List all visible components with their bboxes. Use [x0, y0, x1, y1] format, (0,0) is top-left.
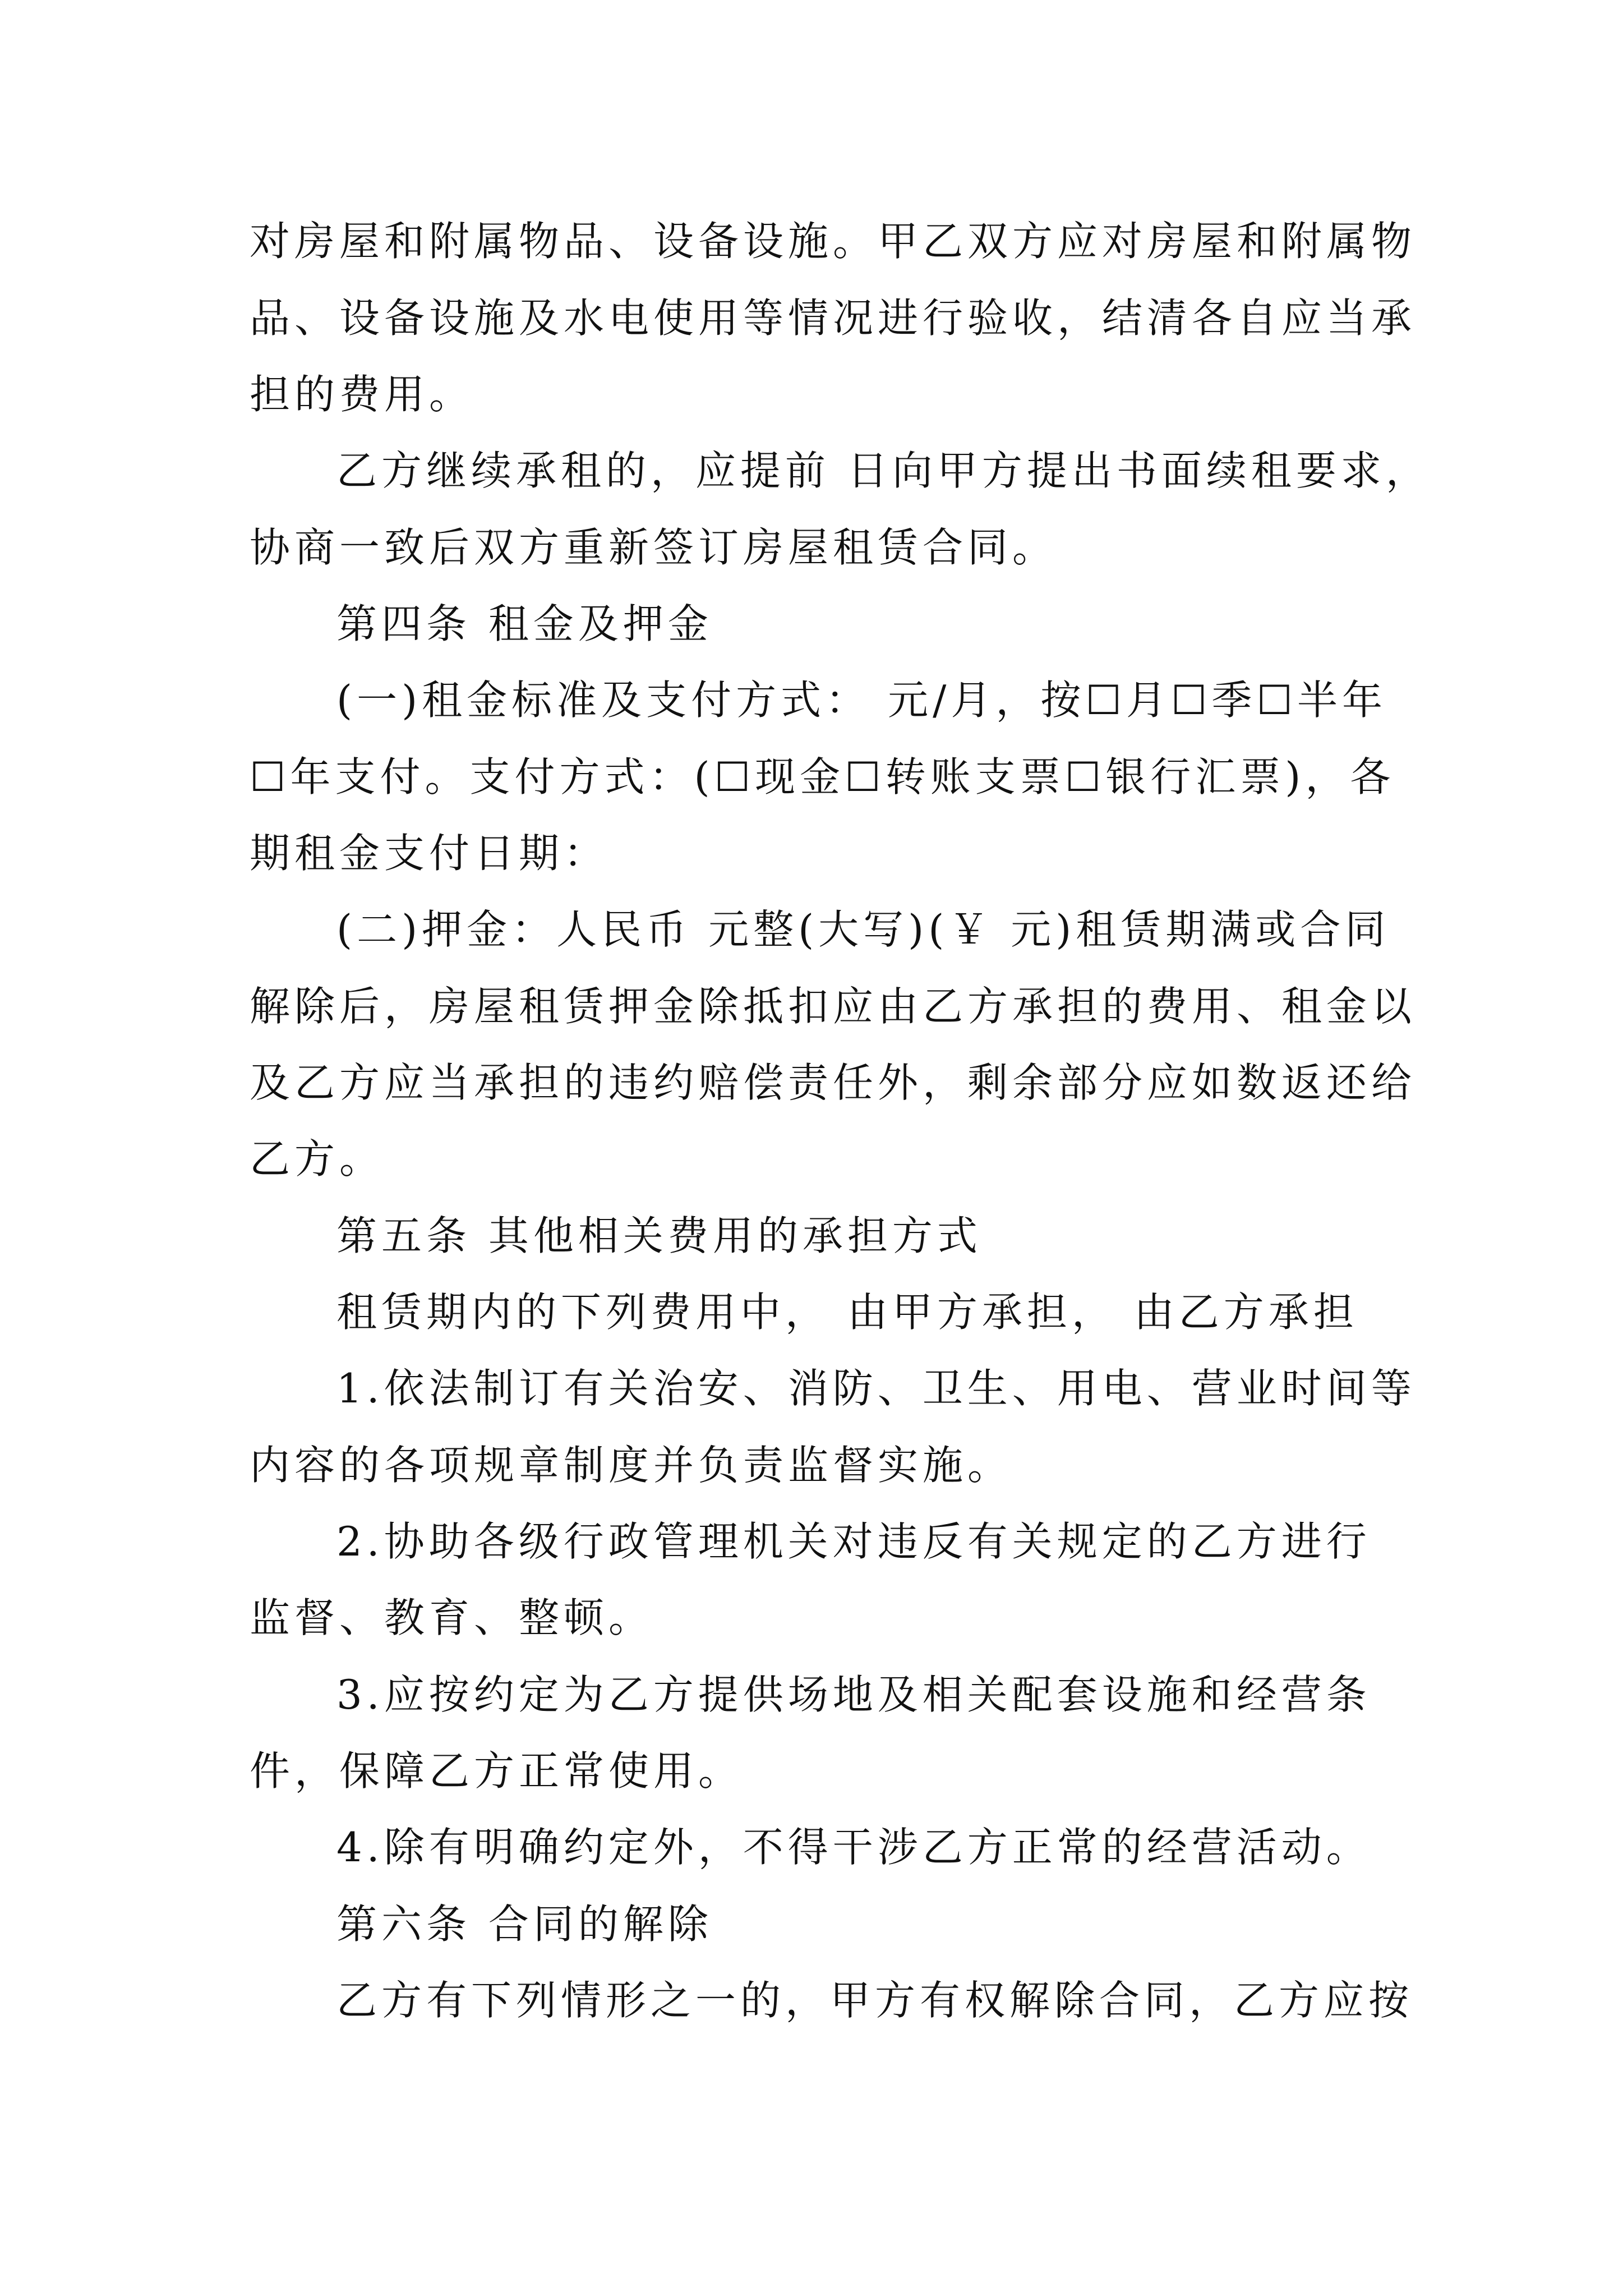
section-heading: 第四条 租金及押金 — [336, 600, 713, 647]
text-line: 1.依法制订有关治安、消防、卫生、用电、营业时间等 — [336, 1365, 1416, 1412]
section-heading: 第六条 合同的解除 — [336, 1901, 713, 1948]
text-line: 3.应按约定为乙方提供场地及相关配套设施和经营条 — [336, 1671, 1371, 1718]
text-line: 协商一致后双方重新签订房屋租赁合同。 — [250, 524, 1058, 571]
text-line: (二)押金：人民币 元整(大写)(￥ 元)租赁期满或合同 — [336, 906, 1390, 953]
text-line: 2.协助各级行政管理机关对违反有关规定的乙方进行 — [336, 1518, 1371, 1565]
text-line: 乙方继续承租的，应提前 日向甲方提出书面续租要求， — [336, 447, 1431, 494]
text-line: 对房屋和附属物品、设备设施。甲乙双方应对房屋和附属物 — [250, 218, 1417, 265]
text-line: 期租金支付日期： — [250, 830, 609, 877]
text-line: 租赁期内的下列费用中， 由甲方承担， 由乙方承担 — [336, 1289, 1358, 1336]
section-heading: 第五条 其他相关费用的承担方式 — [336, 1212, 982, 1259]
text-line: 担的费用。 — [250, 371, 474, 418]
text-line: 品、设备设施及水电使用等情况进行验收，结清各自应当承 — [250, 295, 1417, 342]
text-line: 内容的各项规章制度并负责监督实施。 — [250, 1442, 1013, 1489]
text-line: (一)租金标准及支付方式： 元/月，按☐月☐季☐半年 — [336, 677, 1387, 724]
text-line: 4.除有明确约定外，不得干涉乙方正常的经营活动。 — [336, 1824, 1371, 1871]
text-line: 解除后，房屋租赁押金除抵扣应由乙方承担的费用、租金以 — [250, 983, 1417, 1030]
text-line: ☐年支付。支付方式：(☐现金☐转账支票☐银行汇票)，各 — [250, 753, 1395, 800]
text-line: 乙方有下列情形之一的，甲方有权解除合同，乙方应按 — [336, 1977, 1414, 2024]
text-line: 监督、教育、整顿。 — [250, 1594, 654, 1641]
text-line: 件，保障乙方正常使用。 — [250, 1747, 744, 1795]
text-line: 乙方。 — [250, 1135, 385, 1182]
text-line: 及乙方应当承担的违约赔偿责任外，剩余部分应如数返还给 — [250, 1059, 1417, 1106]
